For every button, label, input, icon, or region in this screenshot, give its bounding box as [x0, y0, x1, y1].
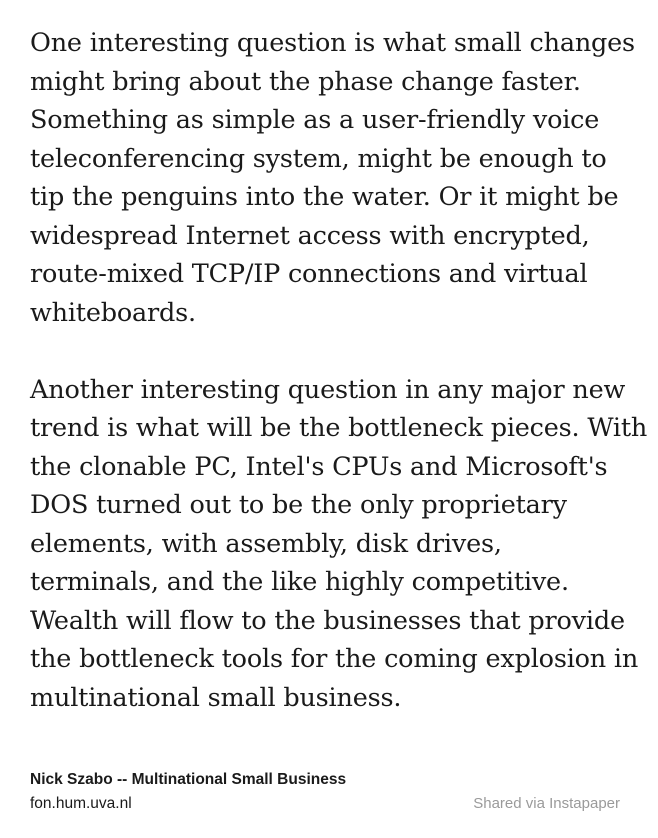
footer-row [30, 792, 628, 816]
paragraph-spacer [30, 332, 630, 371]
article-paragraph [30, 371, 648, 718]
article-paragraph [30, 24, 635, 332]
article-footer [30, 768, 628, 816]
paragraph-line: One interesting question is what small changes [30, 28, 635, 58]
paragraph-line: route-mixed TCP/IP connections and virtual [30, 259, 588, 289]
paragraph-line: Something as simple as a user-friendly voice [30, 105, 600, 135]
shared-via-label: Shared via Instapaper [473, 795, 620, 812]
article-body [30, 24, 648, 717]
paragraph-line: trend is what will be the bottleneck pieces. With [30, 413, 648, 443]
paragraph-line: teleconferencing system, might be enough to [30, 143, 607, 174]
paragraph-line: Wealth will flow to the businesses that provide [30, 605, 625, 636]
source-domain-link[interactable]: fon.hum.uva.nl [30, 795, 132, 812]
paragraph-line: might bring about the phase change faster. [30, 66, 581, 97]
paragraph-line: terminals, and the like highly competitive. [30, 567, 569, 597]
article-source-title[interactable]: Nick Szabo -- Multinational Small Business [30, 771, 347, 788]
paragraph-line: elements, with assembly, disk drives, [30, 528, 502, 559]
paragraph-line: Another interesting question in any major new [30, 374, 626, 405]
paragraph-line: whiteboards. [30, 297, 196, 328]
paragraph-line: DOS turned out to be the only proprietary [30, 490, 567, 520]
paragraph-line: the clonable PC, Intel's CPUs and Microsoft's [30, 451, 608, 482]
paragraph-line: tip the penguins into the water. Or it might be [30, 182, 619, 212]
paragraph-line: multinational small business. [30, 682, 402, 713]
paragraph-line: widespread Internet access with encrypted, [30, 220, 590, 251]
paragraph-line: the bottleneck tools for the coming explosion in [30, 644, 639, 674]
